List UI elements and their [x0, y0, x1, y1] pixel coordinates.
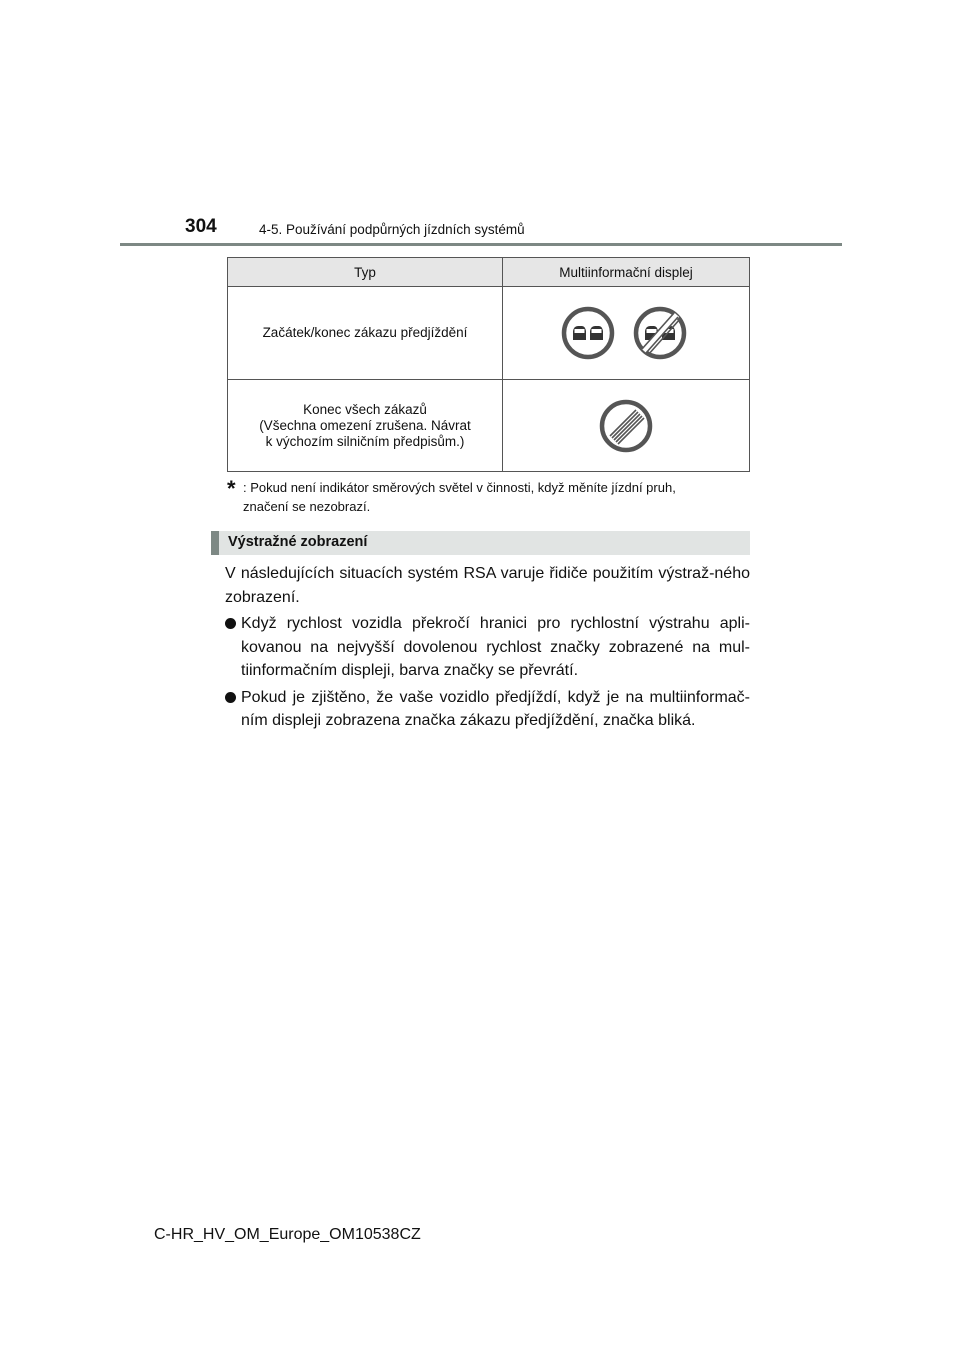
type-cell: Začátek/konec zákazu předjíždění [228, 287, 503, 380]
table-row [228, 287, 750, 380]
footnote-line: značení se nezobrazí. [243, 499, 371, 514]
footnote-line: : Pokud není indikátor směrových světel v činnosti, když měníte jízdní pruh, [243, 480, 676, 495]
type-line: k výchozím silničním předpisům.) [265, 433, 465, 449]
bullet-text: Pokud je zjištěno, že vaše vozidlo předjíždí, když je na multiinformač-ním displeji zobrazena značka zákazu předjíždění, značka bliká. [241, 688, 750, 729]
footnote-marker: * [227, 476, 236, 501]
overtaking-signs-icons [556, 305, 696, 361]
bullet-icon [225, 692, 236, 703]
list-item [225, 686, 750, 733]
page-number: 304 [185, 216, 217, 237]
icon-cell [503, 287, 750, 380]
sign-types-table [227, 257, 750, 472]
column-header-display: Multiinformační displej [503, 258, 750, 287]
icon-cell [503, 380, 750, 472]
warning-intro: V následujících situacích systém RSA varuje řidiče použitím výstraž-ného zobrazení. [225, 565, 750, 606]
warning-heading-text: Výstražné zobrazení [228, 534, 368, 550]
end-of-all-restrictions-sign-icon [598, 398, 654, 454]
table-header-row [228, 258, 750, 287]
type-cell [228, 380, 503, 472]
column-header-type: Typ [228, 258, 503, 287]
bullet-icon [225, 618, 236, 629]
warning-body [225, 562, 750, 733]
footnote [227, 478, 752, 516]
warning-heading [211, 531, 750, 555]
list-item [225, 612, 750, 683]
type-line: (Všechna omezení zrušena. Návrat [259, 417, 471, 433]
bullet-text: Když rychlost vozidla překročí hranici pro rychlostní výstrahu apli-kovanou na nejvyšší dovolenou rychlost značky zobrazené na mul-tiinformačním displeji, barva značky se převrátí. [241, 615, 750, 679]
document-code: C-HR_HV_OM_Europe_OM10538CZ [154, 1226, 421, 1243]
header-rule [120, 243, 842, 246]
type-line: Konec všech zákazů [303, 401, 427, 417]
no-overtaking-sign-icon [564, 309, 612, 357]
end-of-no-overtaking-sign-icon [636, 309, 684, 357]
section-title: 4-5. Používání podpůrných jízdních systémů [259, 222, 525, 237]
table-row [228, 380, 750, 472]
